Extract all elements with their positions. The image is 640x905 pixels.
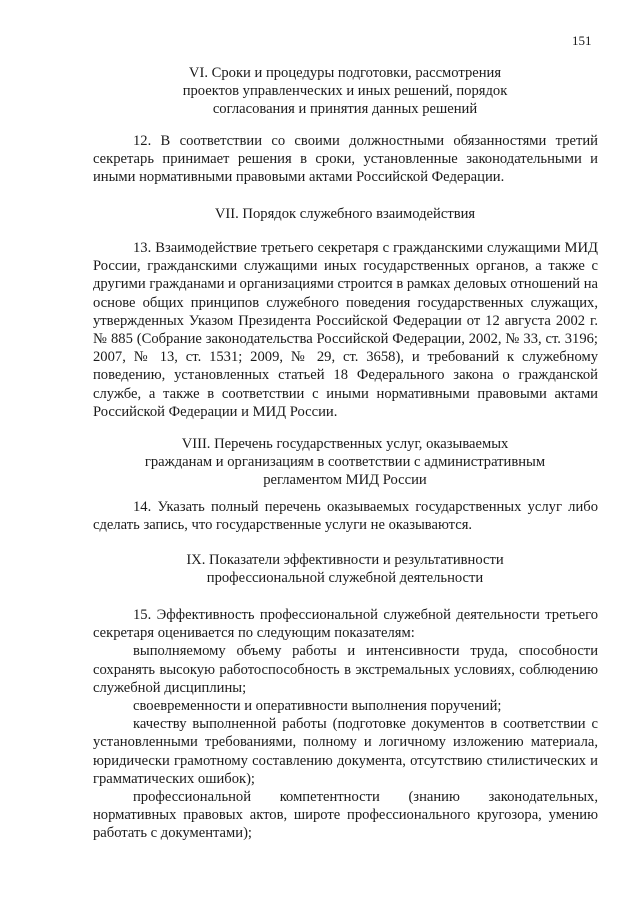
page-number: 151 [572, 33, 592, 48]
heading-line: гражданам и организациям в соответствии с административным [144, 454, 546, 471]
paragraph-14 [93, 498, 598, 534]
paragraph-12 [93, 132, 598, 187]
section-8-heading [110, 435, 580, 490]
list-item: профессиональной компетентности (знанию законодательных, нормативных правовых актов, широте профессионального кругозора, умению работать с документами); [93, 789, 598, 842]
list-item: качеству выполненной работы (подготовке документов в соответствии с установленными требованиями, полному и логичному изложению материала, юридически грамотному составлению документа, отсутствию стилистических и грамматических ошибок); [93, 716, 598, 787]
paragraph-text: 12. В соответствии со своими должностными обязанностями третий секретарь принимает решения в сроки, установленные законодательными и иными нормативными правовыми актами Российской Федерации. [93, 133, 598, 186]
paragraph-15 [93, 606, 598, 843]
heading-line: VIII. Перечень государственных услуг, оказываемых [181, 436, 509, 452]
heading-line: VI. Сроки и процедуры подготовки, рассмотрения [188, 65, 502, 81]
paragraph-text: 13. Взаимодействие третьего секретаря с гражданскими служащими МИД России, гражданскими служащими иных государственных органов, а также с другими гражданами и организациями строится в рамках деловых отношений на основе общих принципов служебного поведения государственных служащих, утвержденных Указом Президента Российской Федерации от 12 августа 2002 г. № 885 (Собрание законодательства Российской Федерации, 2002, № 33, ст. 3196; 2007, № 13, ст. 1531; 2009, № 29, ст. 3658), и требований к служебному поведению, установленных статьей 18 Федерального закона о гражданской службе, а также в соответствии с иными нормативными правовыми актами Российской Федерации и МИД России. [93, 240, 598, 420]
heading-line: IX. Показатели эффективности и результативности [186, 552, 504, 568]
section-7-heading [130, 205, 560, 223]
heading-line: проектов управленческих и иных решений, порядок [182, 83, 508, 100]
section-9-heading [130, 551, 560, 587]
list-item: выполняемому объему работы и интенсивности труда, способности сохранять высокую работоспособность в экстремальных условиях, соблюдению служебной дисциплины; [93, 643, 598, 696]
heading-line: VII. Порядок служебного взаимодействия [214, 206, 476, 222]
list-item: своевременности и оперативности выполнения поручений; [133, 698, 502, 715]
heading-line: регламентом МИД России [263, 472, 427, 489]
section-6-heading [130, 64, 560, 119]
heading-line: согласования и принятия данных решений [212, 101, 478, 118]
heading-line: профессиональной служебной деятельности [206, 570, 484, 587]
paragraph-text: 14. Указать полный перечень оказываемых государственных услуг либо сделать запись, что государственные услуги не оказываются. [93, 499, 598, 534]
paragraph-text: 15. Эффективность профессиональной служебной деятельности третьего секретаря оценивается по следующим показателям: [93, 607, 598, 642]
paragraph-13 [93, 239, 598, 421]
